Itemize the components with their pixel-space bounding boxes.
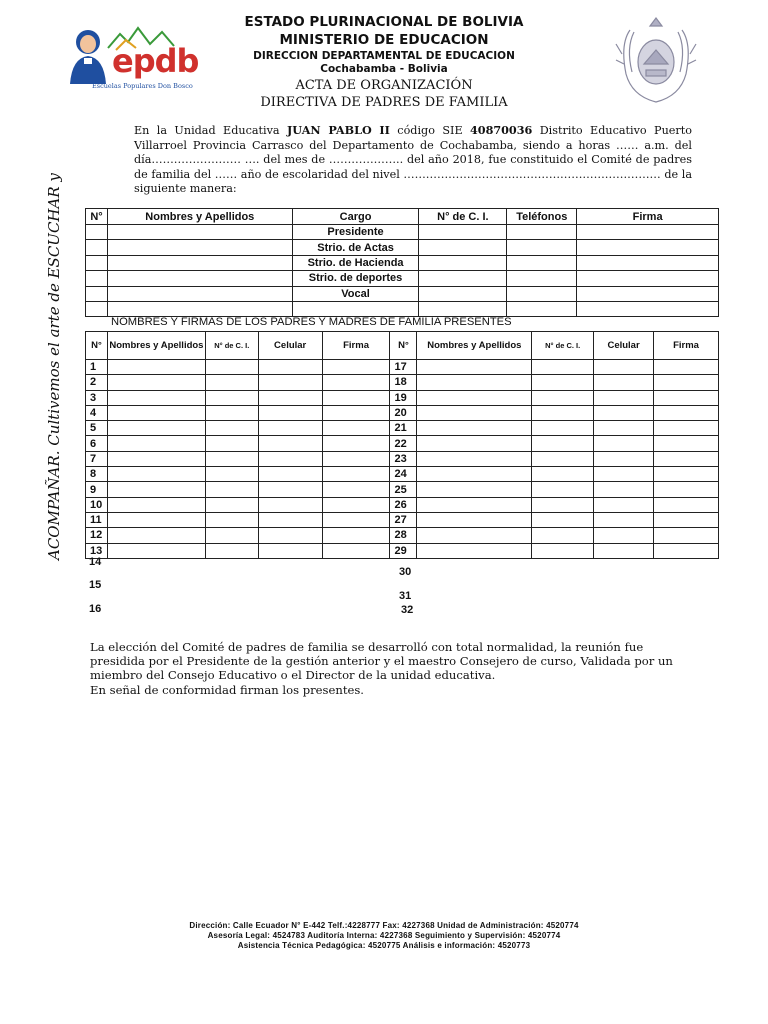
entry-cell[interactable] <box>107 543 205 558</box>
table-row <box>86 286 719 301</box>
row-number: 6 <box>86 436 108 451</box>
entry-cell[interactable] <box>417 467 532 482</box>
entry-cell[interactable] <box>532 405 594 420</box>
entry-cell[interactable] <box>594 421 654 436</box>
entry-cell[interactable] <box>107 375 205 390</box>
entry-cell[interactable] <box>258 512 322 527</box>
row-number: 20 <box>390 405 417 420</box>
entry-cell[interactable] <box>107 451 205 466</box>
entry-cell[interactable] <box>417 421 532 436</box>
entry-cell[interactable] <box>577 271 719 286</box>
column-header: N° de C. I. <box>419 209 507 225</box>
row-number: 32 <box>401 604 414 616</box>
entry-cell[interactable] <box>107 390 205 405</box>
entry-cell[interactable] <box>107 512 205 527</box>
row-number: 18 <box>390 375 417 390</box>
entry-cell[interactable] <box>654 543 719 558</box>
table-row <box>86 436 719 451</box>
row-number: 5 <box>86 421 108 436</box>
entry-cell[interactable] <box>258 528 322 543</box>
column-header: Firma <box>654 332 719 360</box>
footer-contact <box>0 921 768 952</box>
table-row <box>86 301 719 316</box>
entry-cell[interactable] <box>532 467 594 482</box>
row-number: 10 <box>86 497 108 512</box>
entry-cell[interactable] <box>86 271 108 286</box>
table-row <box>86 528 719 543</box>
row-number: 26 <box>390 497 417 512</box>
doc-title-1: ACTA DE ORGANIZACIÓN <box>295 78 473 93</box>
entry-cell[interactable] <box>205 467 258 482</box>
entry-cell[interactable] <box>507 301 577 316</box>
entry-cell[interactable] <box>107 225 292 240</box>
entry-cell[interactable] <box>654 512 719 527</box>
table-row <box>86 467 719 482</box>
column-header: Nombres y Apellidos <box>107 332 205 360</box>
row-number: 28 <box>390 528 417 543</box>
row-number: 16 <box>89 603 102 615</box>
column-header: Nombres y Apellidos <box>107 209 292 225</box>
entry-cell[interactable] <box>507 255 577 270</box>
entry-cell[interactable] <box>507 271 577 286</box>
entry-cell[interactable] <box>322 528 390 543</box>
row-number: 17 <box>390 360 417 375</box>
entry-cell[interactable] <box>577 225 719 240</box>
row-number: 14 <box>89 556 102 568</box>
row-number: 3 <box>86 390 108 405</box>
entry-cell[interactable] <box>417 497 532 512</box>
table-row <box>86 451 719 466</box>
column-header: Cargo <box>292 209 419 225</box>
entry-cell[interactable] <box>322 421 390 436</box>
role-cell: Strio. de deportes <box>292 271 419 286</box>
entry-cell[interactable] <box>577 255 719 270</box>
entry-cell[interactable] <box>107 528 205 543</box>
entry-cell[interactable] <box>107 271 292 286</box>
footer-line-2: Asesoría Legal: 4524783 Auditoría Interna: 4227368 Seguimiento y Supervisión: 4520774 <box>207 931 561 941</box>
entry-cell[interactable] <box>417 543 532 558</box>
entry-cell[interactable] <box>86 301 108 316</box>
row-number: 2 <box>86 375 108 390</box>
entry-cell[interactable] <box>654 375 719 390</box>
entry-cell[interactable] <box>322 436 390 451</box>
entry-cell[interactable] <box>258 421 322 436</box>
role-cell: Vocal <box>292 286 419 301</box>
entry-cell[interactable] <box>532 543 594 558</box>
entry-cell[interactable] <box>594 360 654 375</box>
table-row <box>86 482 719 497</box>
column-header: N° <box>86 209 108 225</box>
entry-cell[interactable] <box>532 375 594 390</box>
row-number: 9 <box>86 482 108 497</box>
row-number: 30 <box>399 566 412 578</box>
row-number: 7 <box>86 451 108 466</box>
entry-cell[interactable] <box>258 451 322 466</box>
entry-cell[interactable] <box>322 390 390 405</box>
entry-cell[interactable] <box>107 360 205 375</box>
entry-cell[interactable] <box>507 225 577 240</box>
entry-cell[interactable] <box>322 482 390 497</box>
table-row <box>86 375 719 390</box>
entry-cell[interactable] <box>322 543 390 558</box>
row-number: 25 <box>390 482 417 497</box>
column-header: Firma <box>577 209 719 225</box>
entry-cell[interactable] <box>417 436 532 451</box>
entry-cell[interactable] <box>322 360 390 375</box>
entry-cell[interactable] <box>205 405 258 420</box>
entry-cell[interactable] <box>532 421 594 436</box>
school-name: JUAN PABLO II <box>286 123 390 137</box>
entry-cell[interactable] <box>322 405 390 420</box>
entry-cell[interactable] <box>258 360 322 375</box>
entry-cell[interactable] <box>654 467 719 482</box>
entry-cell[interactable] <box>205 421 258 436</box>
entry-cell[interactable] <box>258 390 322 405</box>
entry-cell[interactable] <box>107 255 292 270</box>
entry-cell[interactable] <box>532 497 594 512</box>
entry-cell[interactable] <box>258 467 322 482</box>
entry-cell[interactable] <box>594 467 654 482</box>
side-motto: ACOMPAÑAR. Cultivemos el arte de ESCUCHAR y <box>45 173 63 560</box>
entry-cell[interactable] <box>258 375 322 390</box>
entry-cell[interactable] <box>532 451 594 466</box>
entry-cell[interactable] <box>532 528 594 543</box>
entry-cell[interactable] <box>419 255 507 270</box>
entry-cell[interactable] <box>654 421 719 436</box>
header-line-2: MINISTERIO DE EDUCACION <box>279 32 489 48</box>
entry-cell[interactable] <box>532 436 594 451</box>
entry-cell[interactable] <box>594 375 654 390</box>
entry-cell[interactable] <box>419 271 507 286</box>
column-header: N° de C. I. <box>205 332 258 360</box>
entry-cell[interactable] <box>107 286 292 301</box>
entry-cell[interactable] <box>419 240 507 255</box>
entry-cell[interactable] <box>654 390 719 405</box>
table-row <box>86 225 719 240</box>
table-row <box>86 390 719 405</box>
entry-cell[interactable] <box>205 512 258 527</box>
entry-cell[interactable] <box>654 482 719 497</box>
entry-cell[interactable] <box>532 482 594 497</box>
entry-cell[interactable] <box>86 225 108 240</box>
entry-cell[interactable] <box>107 405 205 420</box>
entry-cell[interactable] <box>258 482 322 497</box>
row-number: 23 <box>390 451 417 466</box>
entry-cell[interactable] <box>532 512 594 527</box>
entry-cell[interactable] <box>107 436 205 451</box>
entry-cell[interactable] <box>507 286 577 301</box>
role-cell <box>292 301 419 316</box>
column-header: Firma <box>322 332 390 360</box>
entry-cell[interactable] <box>594 390 654 405</box>
role-cell: Presidente <box>292 225 419 240</box>
entry-cell[interactable] <box>417 390 532 405</box>
entry-cell[interactable] <box>258 405 322 420</box>
entry-cell[interactable] <box>86 286 108 301</box>
entry-cell[interactable] <box>507 240 577 255</box>
entry-cell[interactable] <box>417 451 532 466</box>
padres-section-title: NOMBRES Y FIRMAS DE LOS PADRES Y MADRES DE FAMILIA PRESENTES <box>111 316 512 328</box>
row-number: 8 <box>86 467 108 482</box>
entry-cell[interactable] <box>654 497 719 512</box>
entry-cell[interactable] <box>594 543 654 558</box>
logo-brand: epdb <box>112 42 199 80</box>
column-header: Celular <box>258 332 322 360</box>
table-row <box>86 271 719 286</box>
entry-cell[interactable] <box>107 301 292 316</box>
entry-cell[interactable] <box>322 497 390 512</box>
row-number: 11 <box>86 512 108 527</box>
entry-cell[interactable] <box>532 360 594 375</box>
entry-cell[interactable] <box>258 497 322 512</box>
row-number: 27 <box>390 512 417 527</box>
entry-cell[interactable] <box>205 543 258 558</box>
entry-cell[interactable] <box>322 512 390 527</box>
entry-cell[interactable] <box>205 375 258 390</box>
closing-paragraph: La elección del Comité de padres de familia se desarrolló con total normalidad, la reunión fue presidida por el Presidente de la gestión anterior y el maestro Consejero de curso, Validada por un miembro del Consejo Educativo o el Director de la unidad educativa. <box>90 640 673 683</box>
header-line-3: DIRECCION DEPARTAMENTAL DE EDUCACION <box>253 50 515 62</box>
entry-cell[interactable] <box>532 390 594 405</box>
entry-cell[interactable] <box>577 286 719 301</box>
row-number: 4 <box>86 405 108 420</box>
table-row <box>86 421 719 436</box>
row-number: 29 <box>390 543 417 558</box>
row-number: 24 <box>390 467 417 482</box>
column-header: N° <box>86 332 108 360</box>
header-line-4: Cochabamba - Bolivia <box>320 63 448 75</box>
intro-paragraph: En la Unidad Educativa JUAN PABLO II código SIE 40870036 Distrito Educativo Puerto Villarroel Provincia Carrasco del Departamento de Cochabamba, siendo a horas …… a.m. del día…………………… …. del mes de ……………….. del año 2018, fue constituido el Comité de padres de familia del …… año de escolaridad del nivel …………………………………………………………… de la siguiente manera: <box>134 123 692 196</box>
sie-code: 40870036 <box>470 123 533 137</box>
entry-cell[interactable] <box>577 240 719 255</box>
entry-cell[interactable] <box>205 360 258 375</box>
entry-cell[interactable] <box>322 467 390 482</box>
entry-cell[interactable] <box>417 512 532 527</box>
entry-cell[interactable] <box>417 528 532 543</box>
entry-cell[interactable] <box>86 255 108 270</box>
entry-cell[interactable] <box>107 497 205 512</box>
row-number: 13 <box>86 543 108 558</box>
entry-cell[interactable] <box>577 301 719 316</box>
entry-cell[interactable] <box>417 375 532 390</box>
entry-cell[interactable] <box>205 390 258 405</box>
row-number: 19 <box>390 390 417 405</box>
entry-cell[interactable] <box>654 436 719 451</box>
directiva-table <box>85 208 719 317</box>
row-number: 21 <box>390 421 417 436</box>
column-header: N° de C. I. <box>532 332 594 360</box>
entry-cell[interactable] <box>594 436 654 451</box>
row-number: 15 <box>89 579 102 591</box>
entry-cell[interactable] <box>205 497 258 512</box>
footer-line-1: Dirección: Calle Ecuador N° E-442 Telf.:4228777 Fax: 4227368 Unidad de Administración: 4520774 <box>189 921 579 930</box>
column-header: Teléfonos <box>507 209 577 225</box>
column-header: Nombres y Apellidos <box>417 332 532 360</box>
padres-table <box>85 331 719 559</box>
entry-cell[interactable] <box>419 286 507 301</box>
entry-cell[interactable] <box>107 482 205 497</box>
entry-cell[interactable] <box>419 301 507 316</box>
logo-caption: Escuelas Populares Don Bosco <box>92 82 193 90</box>
entry-cell[interactable] <box>86 240 108 255</box>
column-header: N° <box>390 332 417 360</box>
entry-cell[interactable] <box>654 360 719 375</box>
entry-cell[interactable] <box>417 360 532 375</box>
entry-cell[interactable] <box>107 467 205 482</box>
entry-cell[interactable] <box>205 528 258 543</box>
entry-cell[interactable] <box>322 375 390 390</box>
column-header: Celular <box>594 332 654 360</box>
doc-title-2: DIRECTIVA DE PADRES DE FAMILIA <box>260 95 508 110</box>
entry-cell[interactable] <box>654 528 719 543</box>
entry-cell[interactable] <box>594 512 654 527</box>
role-cell: Strio. de Actas <box>292 240 419 255</box>
table-row <box>86 512 719 527</box>
entry-cell[interactable] <box>107 421 205 436</box>
entry-cell[interactable] <box>205 436 258 451</box>
table-row <box>86 240 719 255</box>
entry-cell[interactable] <box>654 405 719 420</box>
entry-cell[interactable] <box>417 405 532 420</box>
header-line-1: ESTADO PLURINACIONAL DE BOLIVIA <box>244 14 524 30</box>
row-number: 1 <box>86 360 108 375</box>
entry-cell[interactable] <box>594 405 654 420</box>
table-row <box>86 405 719 420</box>
entry-cell[interactable] <box>654 451 719 466</box>
entry-cell[interactable] <box>594 482 654 497</box>
entry-cell[interactable] <box>107 240 292 255</box>
row-number: 12 <box>86 528 108 543</box>
entry-cell[interactable] <box>258 543 322 558</box>
table-row <box>86 255 719 270</box>
table-row <box>86 543 719 558</box>
row-number: 22 <box>390 436 417 451</box>
closing-signature-line: En señal de conformidad firman los presentes. <box>90 682 364 697</box>
row-number: 31 <box>399 590 412 602</box>
entry-cell[interactable] <box>417 482 532 497</box>
entry-cell[interactable] <box>594 451 654 466</box>
entry-cell[interactable] <box>205 482 258 497</box>
entry-cell[interactable] <box>322 451 390 466</box>
table-row <box>86 360 719 375</box>
entry-cell[interactable] <box>594 528 654 543</box>
entry-cell[interactable] <box>419 225 507 240</box>
entry-cell[interactable] <box>594 497 654 512</box>
closing-text <box>90 640 690 697</box>
footer-line-3: Asistencia Técnica Pedagógica: 4520775 Análisis e información: 4520773 <box>237 941 531 951</box>
entry-cell[interactable] <box>205 451 258 466</box>
role-cell: Strio. de Hacienda <box>292 255 419 270</box>
entry-cell[interactable] <box>258 436 322 451</box>
table-row <box>86 497 719 512</box>
